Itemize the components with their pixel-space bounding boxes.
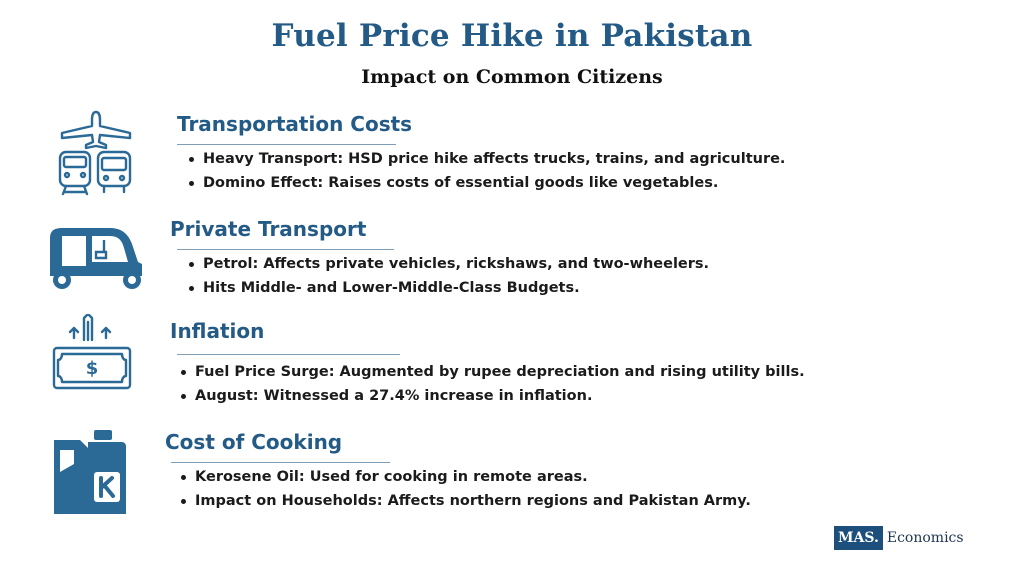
- bullet-list: [185, 147, 785, 195]
- bullet-item: Impact on Households: Affects northern regions and Pakistan Army.: [177, 489, 751, 513]
- bullet-item: Heavy Transport: HSD price hike affects trucks, trains, and agriculture.: [185, 147, 785, 171]
- page-title: Fuel Price Hike in Pakistan: [271, 18, 753, 54]
- bullet-item: Petrol: Affects private vehicles, rickshaws, and two-wheelers.: [185, 252, 709, 276]
- bullet-item: Kerosene Oil: Used for cooking in remote areas.: [177, 465, 751, 489]
- bullet-list: [177, 360, 805, 408]
- section-heading-private-transport: Private Transport: [170, 217, 367, 241]
- logo-text: Economics: [886, 530, 964, 546]
- rickshaw-icon: [44, 222, 148, 294]
- section-rule: [177, 249, 394, 250]
- bullet-list: [185, 252, 709, 300]
- bullet-item: Hits Middle- and Lower-Middle-Class Budgets.: [185, 276, 709, 300]
- bullet-item: Fuel Price Surge: Augmented by rupee depreciation and rising utility bills.: [177, 360, 805, 384]
- logo-mark: MAS.: [834, 526, 883, 550]
- svg-text:$: $: [85, 358, 99, 379]
- brand-logo: [834, 526, 964, 550]
- page-subtitle: Impact on Common Citizens: [361, 66, 663, 88]
- transport-icon: [52, 108, 140, 196]
- bullet-item: August: Witnessed a 27.4% increase in inflation.: [177, 384, 805, 408]
- section-rule: [177, 354, 400, 355]
- section-rule: [177, 144, 396, 145]
- kerosene-can-icon: [50, 428, 130, 518]
- money-rising-icon: [48, 314, 136, 396]
- bullet-item: Domino Effect: Raises costs of essential goods like vegetables.: [185, 171, 785, 195]
- section-heading-inflation: Inflation: [170, 319, 265, 343]
- section-heading-transportation: Transportation Costs: [177, 112, 413, 136]
- bullet-list: [177, 465, 751, 513]
- section-rule: [171, 462, 390, 463]
- section-heading-cost-of-cooking: Cost of Cooking: [165, 430, 343, 454]
